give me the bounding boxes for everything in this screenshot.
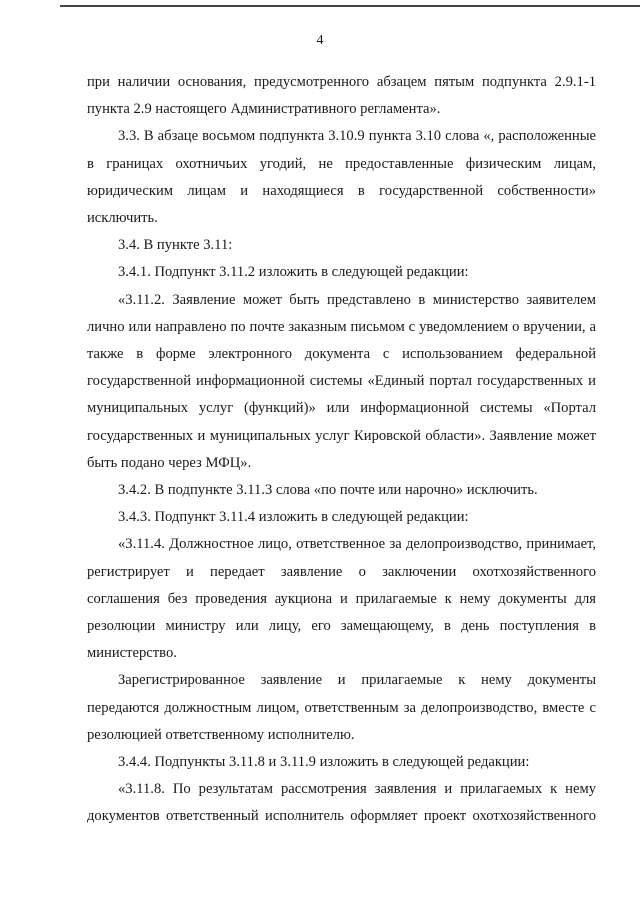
page-number: 4 xyxy=(316,33,324,48)
paragraph-3-4-1: 3.4.1. Подпункт 3.11.2 изложить в следующей редакции: xyxy=(118,264,469,281)
paragraph-registered-application: Зарегистрированное заявление и прилагаемые к нему документы передаются должностным лицом, ответственным за делопроизводство, вместе с резолюцией ответственному исполнителю. xyxy=(87,672,596,743)
paragraph-3-4-2: 3.4.2. В подпункте 3.11.3 слова «по почте или нарочно» исключить. xyxy=(118,482,538,499)
paragraph-3-4-3: 3.4.3. Подпункт 3.11.4 изложить в следующей редакции: xyxy=(118,509,469,526)
paragraph-3-3: 3.3. В абзаце восьмом подпункта 3.10.9 пункта 3.10 слова «, расположенные в границах охотничьих угодий, не предоставленные физическим лицам, юридическим лицам и находящиеся в государственной собственности» исключить. xyxy=(87,128,596,227)
paragraph-3-11-2-quote: «3.11.2. Заявление может быть представлено в министерство заявителем лично или направлено по почте заказным письмом с уведомлением о вручении, а также в форме электронного документа с использованием федеральной государственной информационной системы «Единый портал государственных и муниципальных услуг (функций)» или информационной системы «Портал государственных и муниципальных услуг Кировской области». Заявление может быть подано через МФЦ». xyxy=(87,291,596,471)
paragraph-continuation: при наличии основания, предусмотренного абзацем пятым подпункта 2.9.1-1 пункта 2.9 настоящего Административного регламента». xyxy=(87,74,596,118)
paragraph-3-11-4-quote: «3.11.4. Должностное лицо, ответственное за делопроизводство, принимает, регистрирует и передает заявление о заключении охотхозяйственного соглашения без проведения аукциона и прилагаемые к нему документы для резолюции министру или лицу, его замещающему, в день поступления в министерство. xyxy=(87,536,596,662)
document-body xyxy=(87,69,596,831)
top-border-line xyxy=(60,5,640,7)
paragraph-3-4: 3.4. В пункте 3.11: xyxy=(118,237,233,254)
paragraph-3-4-4: 3.4.4. Подпункты 3.11.8 и 3.11.9 изложить в следующей редакции: xyxy=(118,754,530,771)
paragraph-3-11-8-quote: «3.11.8. По результатам рассмотрения заявления и прилагаемых к нему документов ответственный исполнитель оформляет проект охотхозяйственного xyxy=(87,781,596,825)
